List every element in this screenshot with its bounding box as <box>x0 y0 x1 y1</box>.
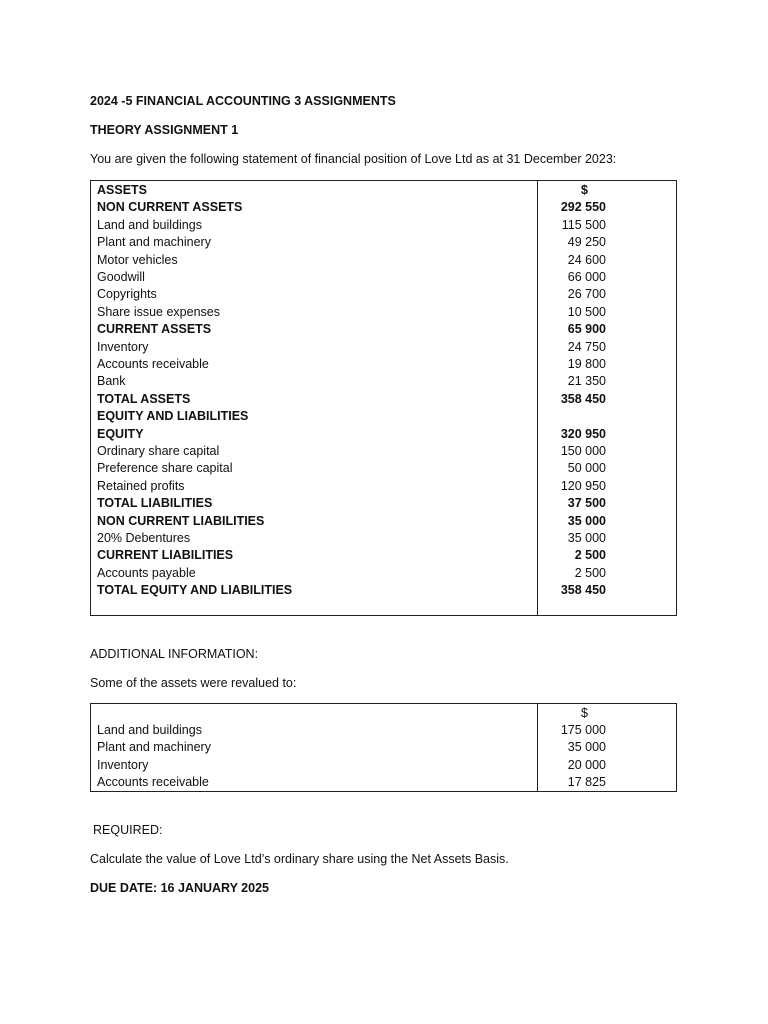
table-row <box>91 757 676 774</box>
financial-position-table <box>90 180 677 616</box>
row-label: Inventory <box>97 339 149 354</box>
revaluation-intro: Some of the assets were revalued to: <box>90 676 297 690</box>
table-row <box>91 582 676 599</box>
row-amount: 49 250 <box>567 235 606 250</box>
row-amount: 24 600 <box>567 252 606 267</box>
row-amount: 115 500 <box>561 217 606 232</box>
table-row <box>91 217 676 234</box>
table-row <box>91 373 676 390</box>
row-label: EQUITY <box>97 426 144 441</box>
table-row <box>91 321 676 338</box>
row-label: Plant and machinery <box>97 235 211 250</box>
currency-symbol: $ <box>581 706 588 720</box>
row-amount: 10 500 <box>567 304 606 319</box>
table-row <box>91 443 676 460</box>
row-label: ASSETS <box>97 183 148 197</box>
row-label: Goodwill <box>97 270 145 284</box>
row-label: TOTAL LIABILITIES <box>97 496 213 511</box>
table-row <box>91 339 676 356</box>
row-amount: 66 000 <box>567 270 606 284</box>
row-label: NON CURRENT ASSETS <box>97 200 243 215</box>
row-label: TOTAL ASSETS <box>97 391 191 406</box>
row-amount: 2 500 <box>574 565 606 580</box>
row-label: CURRENT LIABILITIES <box>97 548 234 563</box>
table-row <box>91 252 676 269</box>
table-row <box>91 513 676 530</box>
row-label: Accounts payable <box>97 565 196 580</box>
table-row <box>91 286 676 303</box>
table-row <box>91 722 676 739</box>
row-label: NON CURRENT LIABILITIES <box>97 513 265 528</box>
row-label: Preference share capital <box>97 461 233 476</box>
row-label: Bank <box>97 374 126 389</box>
row-amount: 35 000 <box>567 740 606 755</box>
row-amount: 50 000 <box>567 461 606 476</box>
row-amount: 26 700 <box>567 287 606 302</box>
row-amount: 65 900 <box>567 322 606 337</box>
row-amount: 19 800 <box>567 357 606 371</box>
table-row <box>91 478 676 495</box>
row-label: 20% Debentures <box>97 531 191 545</box>
row-amount: 20 000 <box>567 757 606 772</box>
table-row <box>91 565 676 582</box>
document-heading: 2024 -5 FINANCIAL ACCOUNTING 3 ASSIGNMENTS <box>90 94 396 108</box>
table-row <box>91 408 676 425</box>
revaluation-table <box>90 703 677 792</box>
row-amount: 358 450 <box>560 391 606 406</box>
row-amount: 17 825 <box>567 774 606 789</box>
row-label: TOTAL EQUITY AND LIABILITIES <box>97 583 293 598</box>
table-row <box>91 304 676 321</box>
table-row <box>91 199 676 216</box>
row-amount: 120 950 <box>560 478 606 493</box>
table-row <box>91 774 676 791</box>
row-amount: 358 450 <box>560 583 606 598</box>
row-label: Retained profits <box>97 478 185 493</box>
row-amount: 24 750 <box>567 339 606 354</box>
additional-information-heading: ADDITIONAL INFORMATION: <box>90 647 259 661</box>
row-amount: 292 550 <box>560 200 606 215</box>
table-row <box>91 234 676 251</box>
row-label: Land and buildings <box>97 723 202 738</box>
row-label: Plant and machinery <box>97 740 211 755</box>
table-row <box>91 356 676 373</box>
row-amount: 35 000 <box>567 531 606 545</box>
table-row <box>91 426 676 443</box>
row-label: Motor vehicles <box>97 252 178 267</box>
required-text: Calculate the value of Love Ltd’s ordinary share using the Net Assets Basis. <box>90 852 509 866</box>
table-row <box>91 530 676 547</box>
row-label: Ordinary share capital <box>97 444 220 458</box>
table-row <box>91 739 676 756</box>
row-label: Copyrights <box>97 287 157 302</box>
row-label: Share issue expenses <box>97 304 220 319</box>
row-label: Inventory <box>97 757 149 772</box>
row-amount: 150 000 <box>560 444 606 458</box>
assignment-title: THEORY ASSIGNMENT 1 <box>90 123 239 137</box>
row-label: EQUITY AND LIABILITIES <box>97 409 249 424</box>
table-row <box>91 391 676 408</box>
required-heading: REQUIRED: <box>93 823 163 837</box>
intro-text: You are given the following statement of financial position of Love Ltd as at 31 December 2023: <box>90 152 617 166</box>
row-amount: 35 000 <box>567 513 606 528</box>
due-date: DUE DATE: 16 JANUARY 2025 <box>90 881 269 895</box>
table-row <box>91 269 676 286</box>
table-row <box>91 495 676 512</box>
row-label: Accounts receivable <box>97 774 209 789</box>
table-row <box>91 182 676 199</box>
row-amount: 21 350 <box>567 374 606 389</box>
row-label: Land and buildings <box>97 217 202 232</box>
row-label: CURRENT ASSETS <box>97 322 212 337</box>
table-row <box>91 460 676 477</box>
table-row <box>91 547 676 564</box>
row-label: Accounts receivable <box>97 357 209 371</box>
currency-row <box>91 705 676 722</box>
row-amount: 2 500 <box>574 548 606 563</box>
row-amount: $ <box>581 183 588 197</box>
row-amount: 175 000 <box>560 723 606 738</box>
row-amount: 320 950 <box>560 426 606 441</box>
row-amount: 37 500 <box>567 496 606 511</box>
